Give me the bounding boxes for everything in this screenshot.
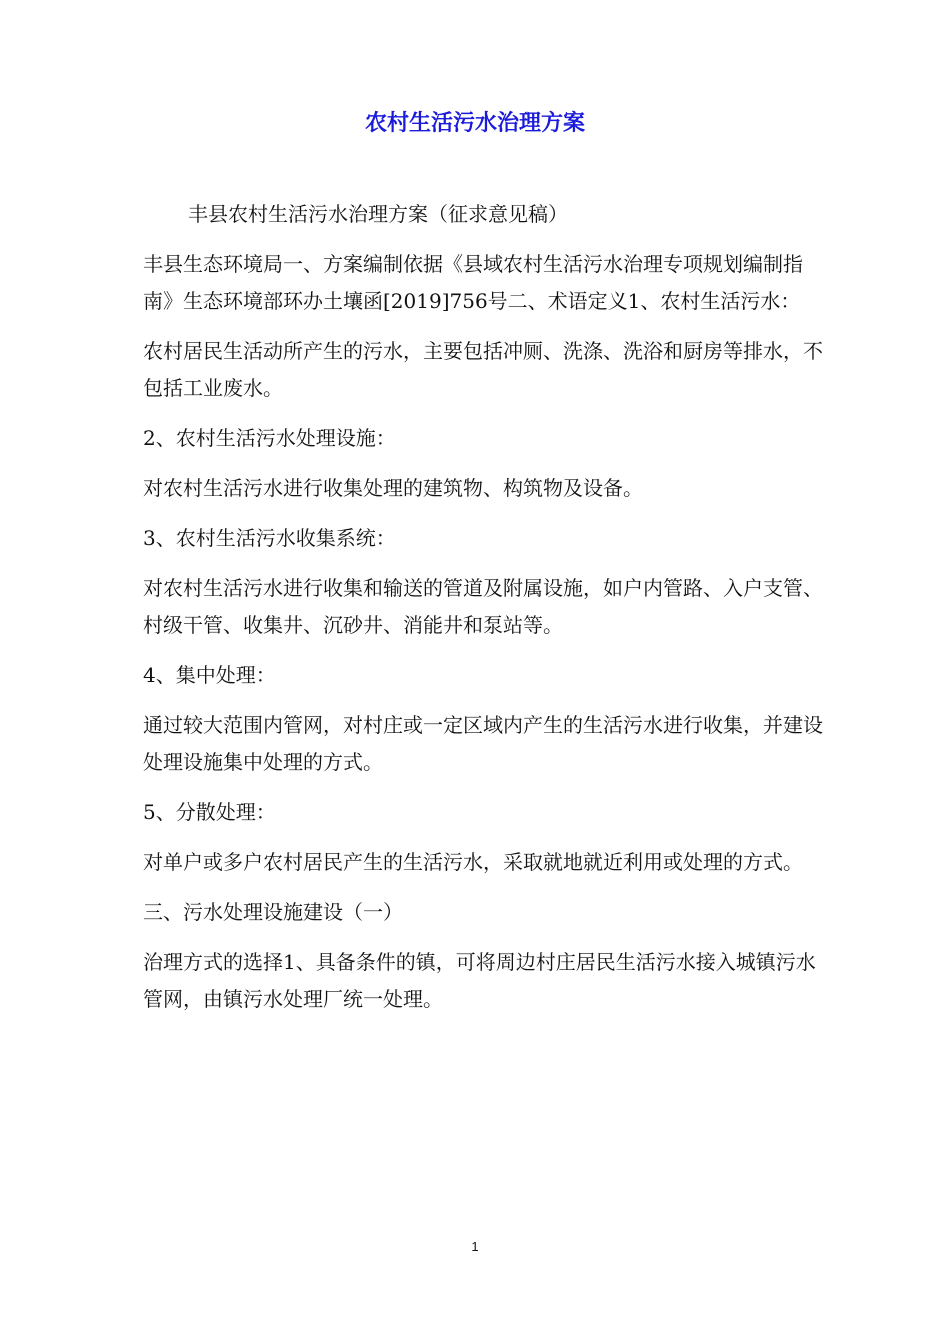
- subtitle-paragraph: 丰县农村生活污水治理方案（征求意见稿）: [188, 202, 568, 226]
- paragraph-section-3: 治理方式的选择1、具备条件的镇，可将周边村庄居民生活污水接入城镇污水管网，由镇污水处理厂统一处理。: [143, 950, 816, 1011]
- page-number: 1: [471, 1239, 479, 1254]
- paragraph-definition-2: 对农村生活污水进行收集处理的建筑物、构筑物及设备。: [143, 476, 643, 500]
- paragraph-definition-1: 农村居民生活动所产生的污水，主要包括冲厕、洗涤、洗浴和厨房等排水，不包括工业废水。: [143, 339, 823, 400]
- document-body: [143, 196, 823, 1031]
- heading-definition-5: 5、分散处理：: [143, 800, 276, 824]
- paragraph-basis: 丰县生态环境局一、方案编制依据《县域农村生活污水治理专项规划编制指南》生态环境部环办土壤函[2019]756号二、术语定义1、农村生活污水：: [143, 252, 803, 313]
- paragraph-definition-5: 对单户或多户农村居民产生的生活污水，采取就地就近利用或处理的方式。: [143, 850, 803, 874]
- heading-definition-4: 4、集中处理：: [143, 663, 276, 687]
- paragraph-definition-3: 对农村生活污水进行收集和输送的管道及附属设施，如户内管路、入户支管、村级干管、收集井、沉砂井、消能井和泵站等。: [143, 576, 823, 637]
- paragraph-definition-4: 通过较大范围内管网，对村庄或一定区域内产生的生活污水进行收集，并建设处理设施集中处理的方式。: [143, 713, 823, 774]
- heading-definition-3: 3、农村生活污水收集系统：: [143, 526, 396, 550]
- heading-definition-2: 2、农村生活污水处理设施：: [143, 426, 396, 450]
- document-title: 农村生活污水治理方案: [364, 111, 585, 136]
- heading-section-3: 三、污水处理设施建设（一）: [143, 900, 403, 924]
